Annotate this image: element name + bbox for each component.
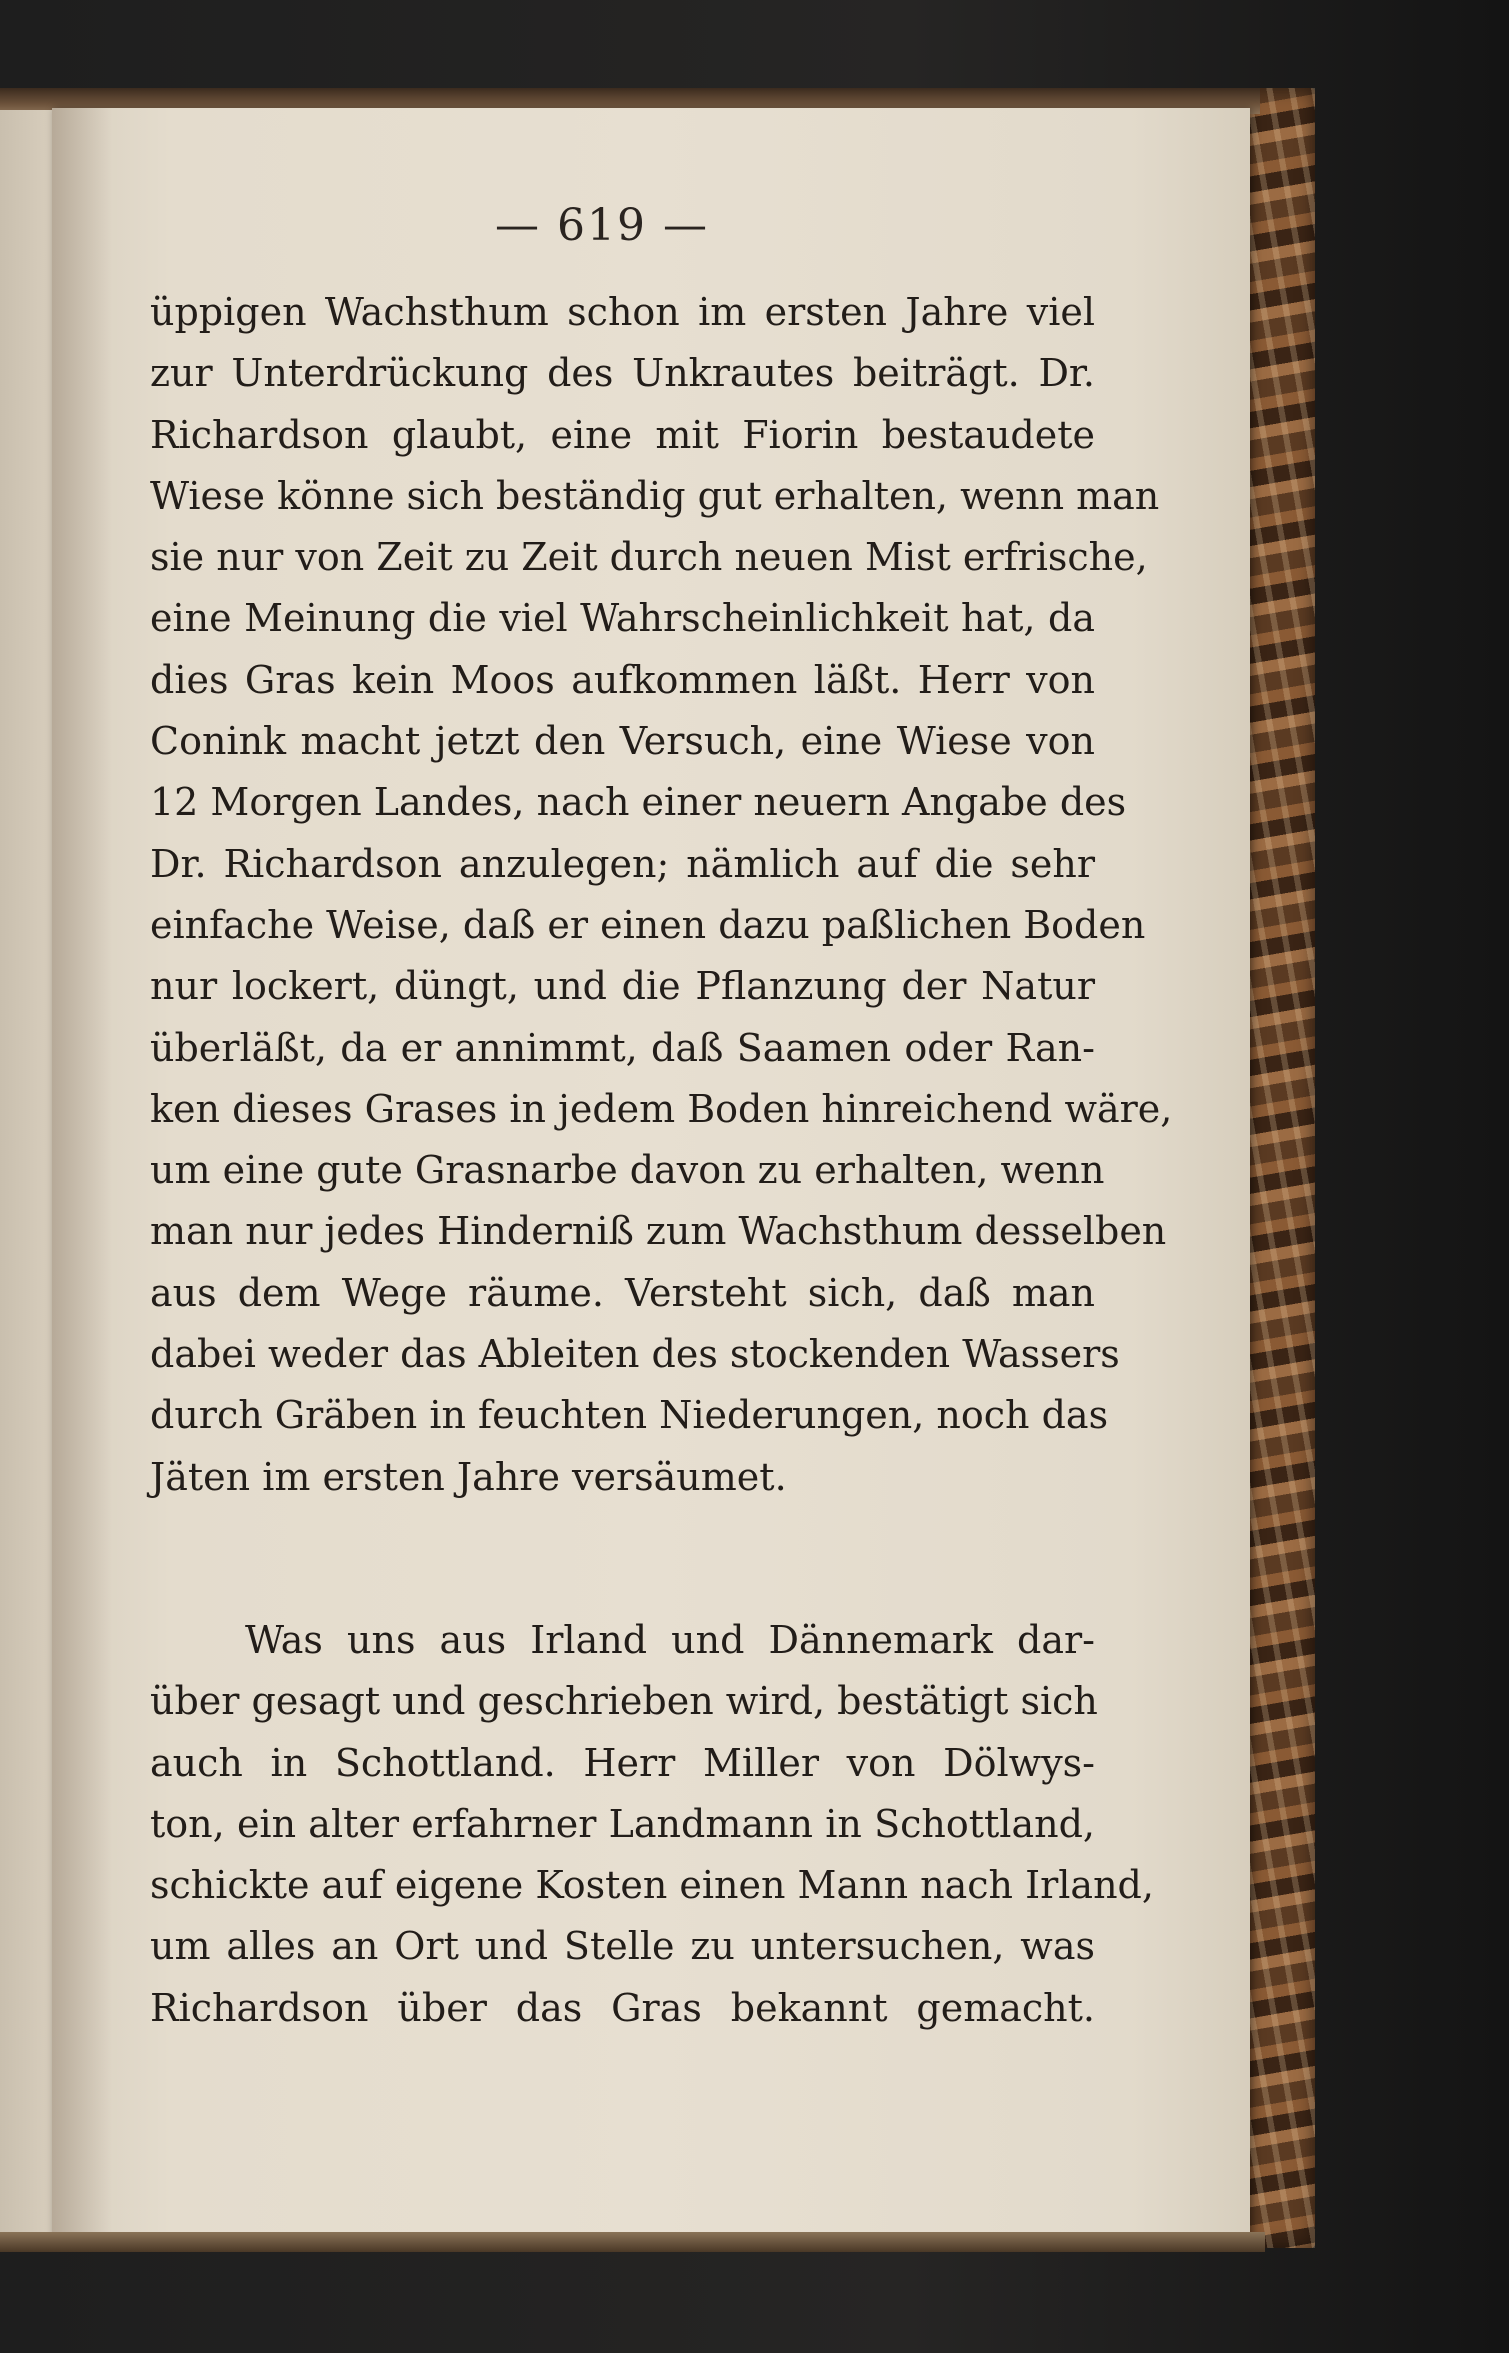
text-line: Was uns aus Irland und Dännemark dar-: [245, 1617, 1095, 1662]
text-line: einfache Weise, daß er einen dazu paßlichen Boden: [150, 902, 1146, 947]
bottom-binding: [0, 2232, 1265, 2252]
text-line: durch Gräben in feuchten Niederungen, noch das: [150, 1393, 1109, 1438]
text-line: Jäten im ersten Jahre versäumet.: [150, 1454, 787, 1499]
text-line: nur lockert, düngt, und die Pflanzung der Natur: [150, 964, 1095, 1009]
text-line: Richardson über das Gras bekannt gemacht.: [150, 1985, 1095, 2030]
text-line: Richardson glaubt, eine mit Fiorin bestaudete: [150, 412, 1095, 457]
body-text: [150, 282, 1173, 2039]
paragraph-2: [150, 1610, 1154, 2039]
text-line: Conink macht jetzt den Versuch, eine Wiese von: [150, 719, 1095, 764]
text-line: dabei weder das Ableiten des stockenden Wassers: [150, 1332, 1120, 1377]
marbled-book-edge: [1245, 88, 1315, 2248]
text-line: schickte auf eigene Kosten einen Mann nach Irland,: [150, 1863, 1154, 1908]
page-gutter-shadow: [52, 108, 112, 2238]
page-number: — 619 —: [495, 200, 709, 251]
text-line: Dr. Richardson anzulegen; nämlich auf die sehr: [150, 841, 1095, 886]
paragraph-1: [150, 282, 1173, 1508]
paragraph-gap: [150, 1508, 1095, 1610]
text-line: 12 Morgen Landes, nach einer neuern Angabe des: [150, 780, 1127, 825]
text-line: ken dieses Grases in jedem Boden hinreichend wäre,: [150, 1086, 1173, 1131]
text-line: dies Gras kein Moos aufkommen läßt. Herr von: [150, 657, 1095, 702]
text-line: über gesagt und geschrieben wird, bestätigt sich: [150, 1679, 1098, 1724]
text-line: Wiese könne sich beständig gut erhalten, wenn man: [150, 473, 1160, 518]
text-line: sie nur von Zeit zu Zeit durch neuen Mist erfrische,: [150, 535, 1148, 580]
text-line: üppigen Wachsthum schon im ersten Jahre viel: [150, 290, 1095, 334]
text-line: zur Unterdrückung des Unkrautes beiträgt. Dr.: [150, 351, 1095, 396]
text-line: auch in Schottland. Herr Miller von Dölwys-: [150, 1740, 1095, 1785]
text-line: ton, ein alter erfahrner Landmann in Schottland,: [150, 1801, 1095, 1846]
text-line: um eine gute Grasnarbe davon zu erhalten, wenn: [150, 1148, 1105, 1193]
text-line: um alles an Ort und Stelle zu untersuchen, was: [150, 1924, 1095, 1969]
text-line: aus dem Wege räume. Versteht sich, daß man: [150, 1270, 1095, 1315]
text-line: überläßt, da er annimmt, daß Saamen oder Ran-: [150, 1025, 1095, 1070]
text-line: man nur jedes Hinderniß zum Wachsthum desselben: [150, 1209, 1167, 1254]
text-line: eine Meinung die viel Wahrscheinlichkeit hat, da: [150, 596, 1095, 641]
